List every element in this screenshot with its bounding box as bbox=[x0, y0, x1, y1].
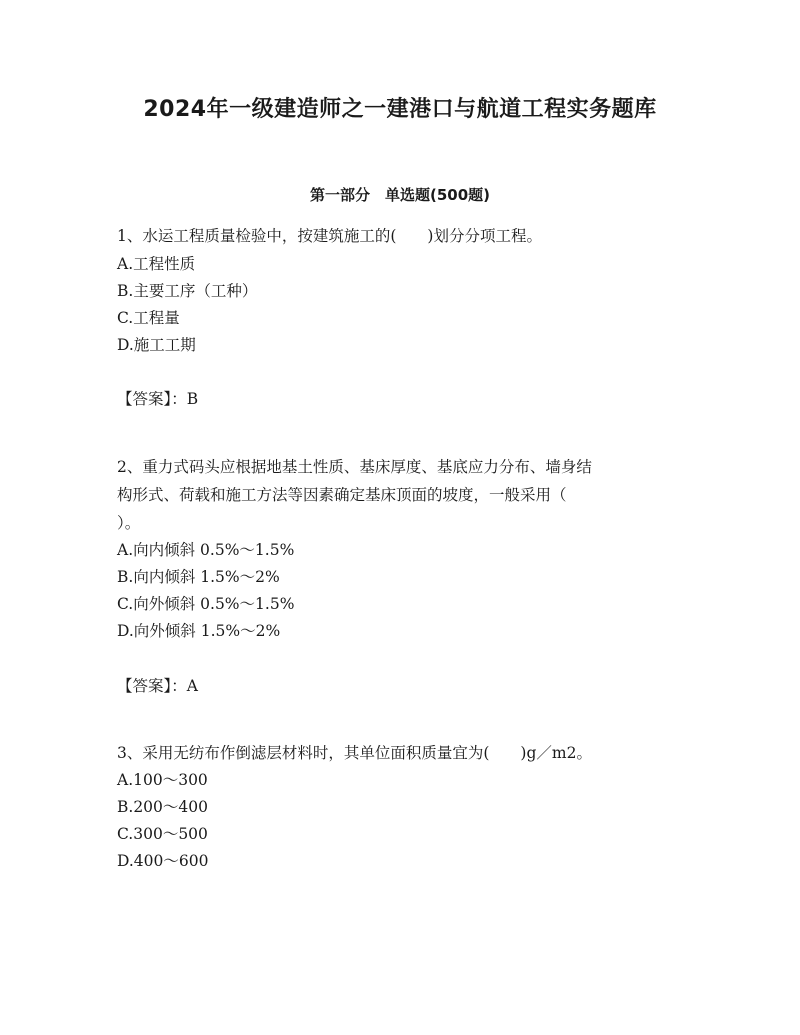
question-2-option-c: C.向外倾斜 0.5%～1.5% bbox=[117, 595, 295, 613]
question-3-stem: 3、采用无纺布作倒滤层材料时，其单位面积质量宜为( )g／m2。 bbox=[117, 744, 592, 762]
question-2-stem-line-2: 构形式、荷载和施工方法等因素确定基床顶面的坡度，一般采用（ bbox=[117, 486, 567, 504]
section-heading: 第一部分 单选题(500题) bbox=[309, 186, 491, 204]
question-2-option-a: A.向内倾斜 0.5%～1.5% bbox=[117, 541, 295, 559]
question-1-answer: 【答案】：B bbox=[117, 390, 199, 408]
page-title: 2024年一级建造师之一建港口与航道工程实务题库 bbox=[143, 97, 657, 122]
question-1-stem: 1、水运工程质量检验中，按建筑施工的( )划分分项工程。 bbox=[117, 227, 542, 245]
question-3-option-a: A.100～300 bbox=[117, 771, 208, 789]
question-3-option-b: B.200～400 bbox=[117, 798, 208, 816]
question-3-option-c: C.300～500 bbox=[117, 825, 208, 843]
question-2-stem-line-1: 2、重力式码头应根据地基土性质、基床厚度、基底应力分布、墙身结 bbox=[117, 458, 592, 476]
question-1-option-d: D.施工工期 bbox=[117, 336, 196, 354]
question-2-option-d: D.向外倾斜 1.5%～2% bbox=[117, 622, 281, 640]
question-1-option-b: B.主要工序（工种） bbox=[117, 282, 258, 300]
question-3-option-d: D.400～600 bbox=[117, 852, 209, 870]
question-2-option-b: B.向内倾斜 1.5%～2% bbox=[117, 568, 280, 586]
question-1-option-a: A.工程性质 bbox=[117, 255, 196, 273]
question-2-answer: 【答案】：A bbox=[117, 677, 198, 695]
question-1-option-c: C.工程量 bbox=[117, 309, 180, 327]
question-2-stem-line-3: ）。 bbox=[117, 514, 141, 532]
